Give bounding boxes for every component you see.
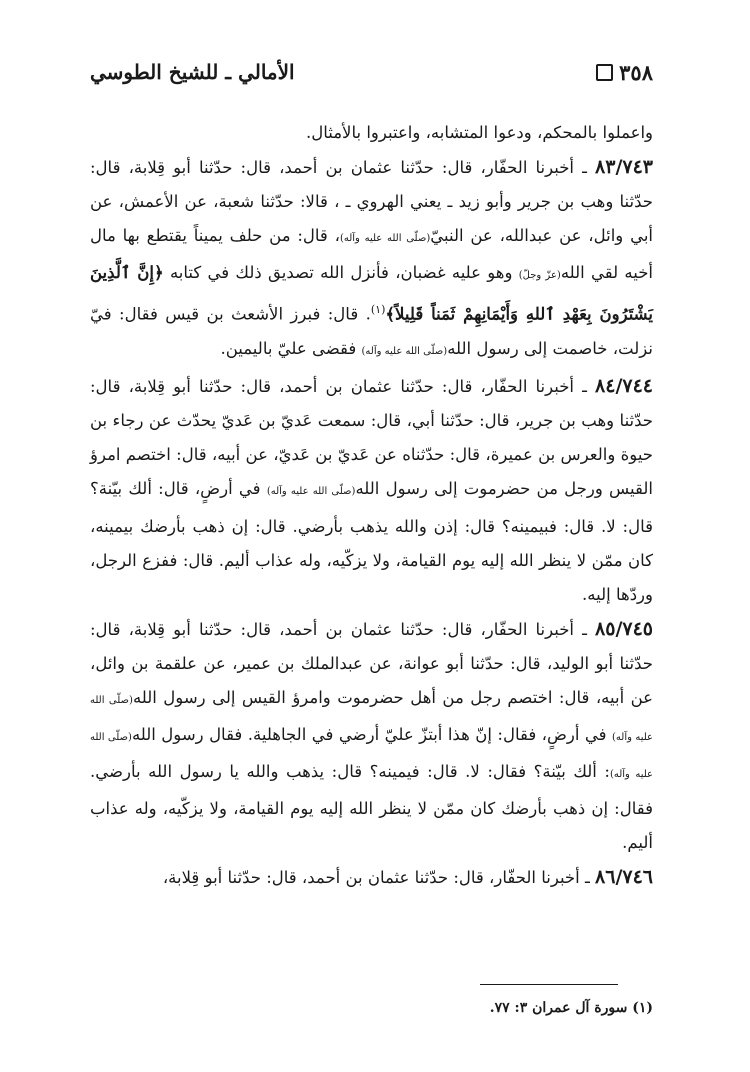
hadith-number: ٨٦/٧٤٦ xyxy=(595,866,653,889)
running-title: الأمالي ـ للشيخ الطوسي xyxy=(90,60,295,84)
paragraph-intro: واعملوا بالمحكم، ودعوا المتشابه، واعتبروا بالأمثال. xyxy=(305,123,653,142)
hadith-text: ـ أخبرنا الحفّار، قال: حدّثنا عثمان بن أحمد، قال: حدّثنا أبو قِلابة، قال: حدّثنا وهب بن جرير، قال: حدّثنا أبي، قال: سمعت عَديّ بن عَديّ يحدّث عن رجاء بن حيوة والعرس بن عميرة، قال: حدّثناه عن عَديّ بن عَديّ، عن أبيه، قال: اختصم امرؤ القيس ورجل من حضرموت إلى رسول الله xyxy=(90,377,653,499)
honorific: (صلّى الله عليه وآله) xyxy=(266,486,356,498)
main-text xyxy=(90,116,653,896)
page-number: ٣٥٨ xyxy=(619,59,653,85)
page-header xyxy=(90,54,653,90)
hadith-text: وهو عليه غضبان، فأنزل الله تصديق ذلك في كتابه xyxy=(169,263,519,283)
honorific: (صلّى الله عليه وآله) xyxy=(339,233,431,245)
hadith-86 xyxy=(90,860,653,895)
hadith-text: . قال: فبرز الأشعث بن قيس فقال: فيّ نزلت، خاصمت إلى رسول الله xyxy=(90,304,653,359)
hadith-text: في أرضٍ، فقال: إنّ هذا أبتزّ عليّ أرضي في الجاهلية. فقال رسول الله xyxy=(131,725,613,745)
hadith-text: : ألك بيّنة؟ فقال: لا. قال: فيمينه؟ قال: يذهب والله يا رسول الله بأرضي. فقال: إن ذهب بأرضك كان ممّن لا ينظر الله إليه يوم القيامة، ولا يزكّيه، وله عذاب أليم. xyxy=(90,762,653,853)
hadith-number: ٨٤/٧٤٤ xyxy=(595,375,653,398)
honorific: (صلّى الله عليه وآله) xyxy=(90,695,653,744)
hadith-text: ، قال: من حلف يميناً يقتطع بها مال أخيه لقي الله xyxy=(90,226,654,283)
honorific: (صلّى الله عليه وآله) xyxy=(361,346,448,358)
hadith-text: في أرضٍ، قال: ألك بيّنة؟ قال: لا. قال: فبيمينه؟ قال: إذن والله يذهب بأرضي. قال: إن ذهب بأرضك بيمينه، كان ممّن لا ينظر الله إليه يوم القيامة، ولا يزكّيه، وله عذاب أليم. قال: ففزع الرجل، وردّها إليه. xyxy=(90,479,653,604)
footnote: (١) سورة آل عمران ٣: ٧٧. xyxy=(489,1000,653,1016)
footnote-divider xyxy=(480,984,618,985)
footnote-reference[interactable]: (١) xyxy=(370,303,386,317)
hadith-84 xyxy=(90,369,653,612)
hadith-number: ٨٥/٧٤٥ xyxy=(595,617,653,640)
hadith-85 xyxy=(90,612,653,861)
hadith-number: ٨٣/٧٤٣ xyxy=(595,156,653,179)
honorific: (عزّ وجلّ) xyxy=(518,270,561,282)
hadith-text: ـ أخبرنا الحفّار، قال: حدّثنا عثمان بن أحمد، قال: حدّثنا أبو قِلابة، xyxy=(162,868,596,888)
page-marker-box-icon xyxy=(596,64,613,81)
hadith-83 xyxy=(90,150,653,369)
page-number-block xyxy=(596,60,653,85)
hadith-text: فقضى عليّ باليمين. xyxy=(220,339,362,359)
quran-verse: ﴿إِنَّ ٱلَّذِينَ يَشْتَرُونَ بِعَهْدِ ٱللهِ وَأَيْمَانِهِمْ ثَمَناً قَلِيلاً﴾ xyxy=(90,263,653,324)
hadith-text: ـ أخبرنا الحفّار، قال: حدّثنا عثمان بن أحمد، قال: حدّثنا أبو قِلابة، قال: حدّثنا أبو الوليد، قال: حدّثنا أبو عوانة، عن عبدالملك بن عمير، عن علقمة بن وائل، عن أبيه، قال: اختصم رجل من أهل حضرموت وامرؤ القيس إلى رسول الله xyxy=(90,619,654,707)
honorific: (صلّى الله عليه وآله) xyxy=(90,732,653,781)
hadith-text: ـ أخبرنا الحفّار، قال: حدّثنا عثمان بن أحمد، قال: حدّثنا أبو قِلابة، قال: حدّثنا وهب بن جرير وأبو زيد ـ يعني الهروي ـ ، قالا: حدّثنا شعبة، عن الأعمش، عن أبي وائل، عن عبدالله، عن النبيّ xyxy=(90,158,653,246)
